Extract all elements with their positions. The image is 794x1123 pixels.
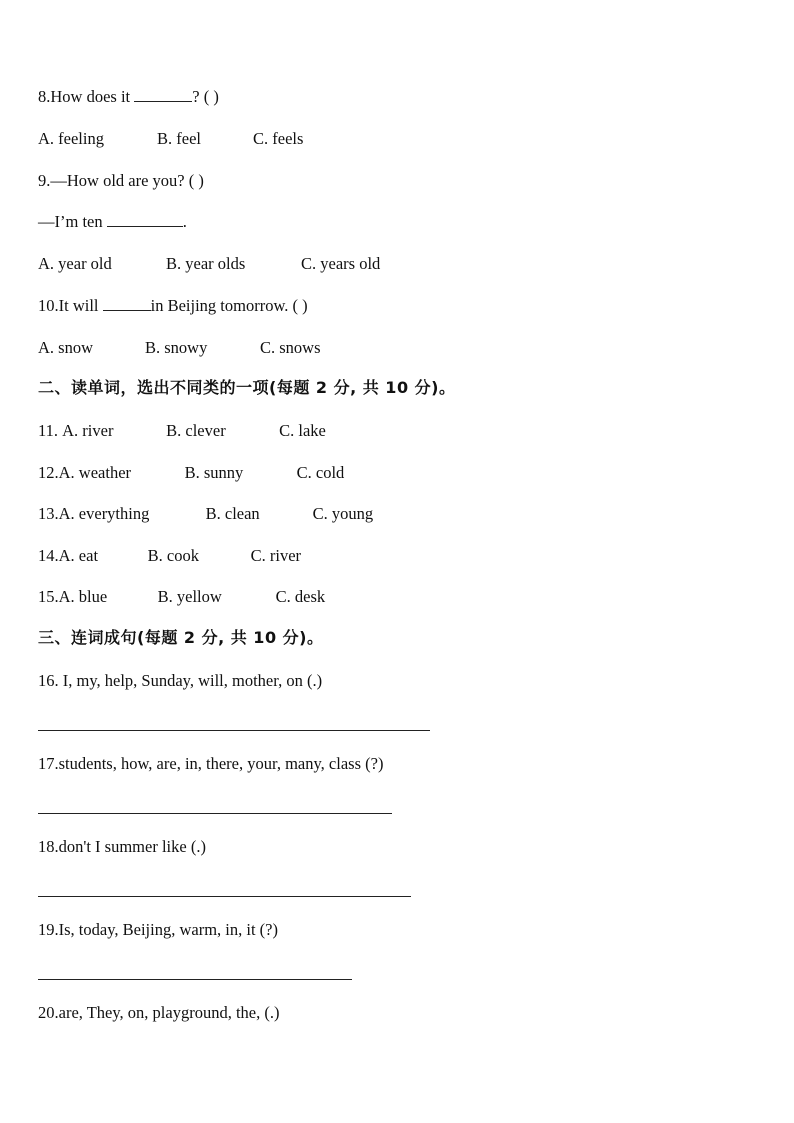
question-10-options	[38, 338, 321, 358]
q8-option-a[interactable]: A. feeling	[38, 129, 104, 148]
q9-option-b[interactable]: B. year olds	[166, 254, 246, 273]
question-13: 13.A. everything B. clean C. young	[38, 504, 374, 523]
q15-option-c[interactable]: C. desk	[275, 587, 326, 606]
q13-option-b[interactable]: B. clean	[205, 504, 260, 523]
q9-option-a[interactable]: A. year old	[38, 254, 112, 273]
question-15: 15.A. blue B. yellow C. desk	[38, 587, 326, 606]
question-9-options	[38, 254, 380, 274]
q15-option-a[interactable]: A. blue	[58, 587, 108, 606]
q13-option-c[interactable]: C. young	[312, 504, 374, 523]
q14-option-a[interactable]: A. eat	[58, 546, 99, 565]
q8-option-b[interactable]: B. feel	[157, 129, 201, 148]
question-10-stem: 10.It will in Beijing tomorrow. ( )	[38, 296, 308, 315]
question-8-stem: 8.How does it ? ( )	[38, 87, 219, 106]
q10-blank[interactable]	[103, 296, 151, 311]
q11-option-a[interactable]: A. river	[62, 421, 114, 440]
q15-option-b[interactable]: B. yellow	[157, 587, 222, 606]
question-16: 16. I, my, help, Sunday, will, mother, on (.)	[38, 671, 323, 690]
question-17: 17.students, how, are, in, there, your, many, class (?)	[38, 754, 384, 773]
question-11: 11. A. river B. clever C. lake	[38, 421, 326, 440]
q9-option-c[interactable]: C. years old	[301, 254, 381, 273]
q10-option-a[interactable]: A. snow	[38, 338, 94, 357]
question-18: 18.don't I summer like (.)	[38, 837, 206, 856]
question-9-stem: 9.—How old are you? ( )	[38, 171, 204, 190]
q8-option-c[interactable]: C. feels	[253, 129, 304, 148]
q16-answer-line[interactable]	[38, 730, 430, 731]
q10-option-b[interactable]: B. snowy	[145, 338, 208, 357]
q9-blank[interactable]	[107, 212, 183, 227]
q12-option-c[interactable]: C. cold	[296, 463, 345, 482]
q19-answer-line[interactable]	[38, 979, 352, 980]
section-3-heading: 三、连词成句(每题 2 分, 共 10 分)。	[38, 628, 324, 647]
q14-option-c[interactable]: C. river	[250, 546, 302, 565]
section-2-heading: 二、读单词，选出不同类的一项(每题 2 分, 共 10 分)。	[38, 378, 456, 397]
q12-option-b[interactable]: B. sunny	[184, 463, 244, 482]
q13-option-a[interactable]: A. everything	[58, 504, 150, 523]
question-14: 14.A. eat B. cook C. river	[38, 546, 302, 565]
question-12: 12.A. weather B. sunny C. cold	[38, 463, 345, 482]
q11-option-b[interactable]: B. clever	[166, 421, 226, 440]
q18-answer-line[interactable]	[38, 896, 411, 897]
question-8-options	[38, 129, 303, 149]
question-19: 19.Is, today, Beijing, warm, in, it (?)	[38, 920, 278, 939]
q17-answer-line[interactable]	[38, 813, 392, 814]
q12-option-a[interactable]: A. weather	[58, 463, 132, 482]
q8-blank[interactable]	[134, 87, 192, 102]
question-20: 20.are, They, on, playground, the, (.)	[38, 1003, 280, 1022]
q10-option-c[interactable]: C. snows	[260, 338, 321, 357]
q14-option-b[interactable]: B. cook	[147, 546, 199, 565]
q11-option-c[interactable]: C. lake	[279, 421, 326, 440]
question-9-reply: —I’m ten .	[38, 212, 187, 231]
